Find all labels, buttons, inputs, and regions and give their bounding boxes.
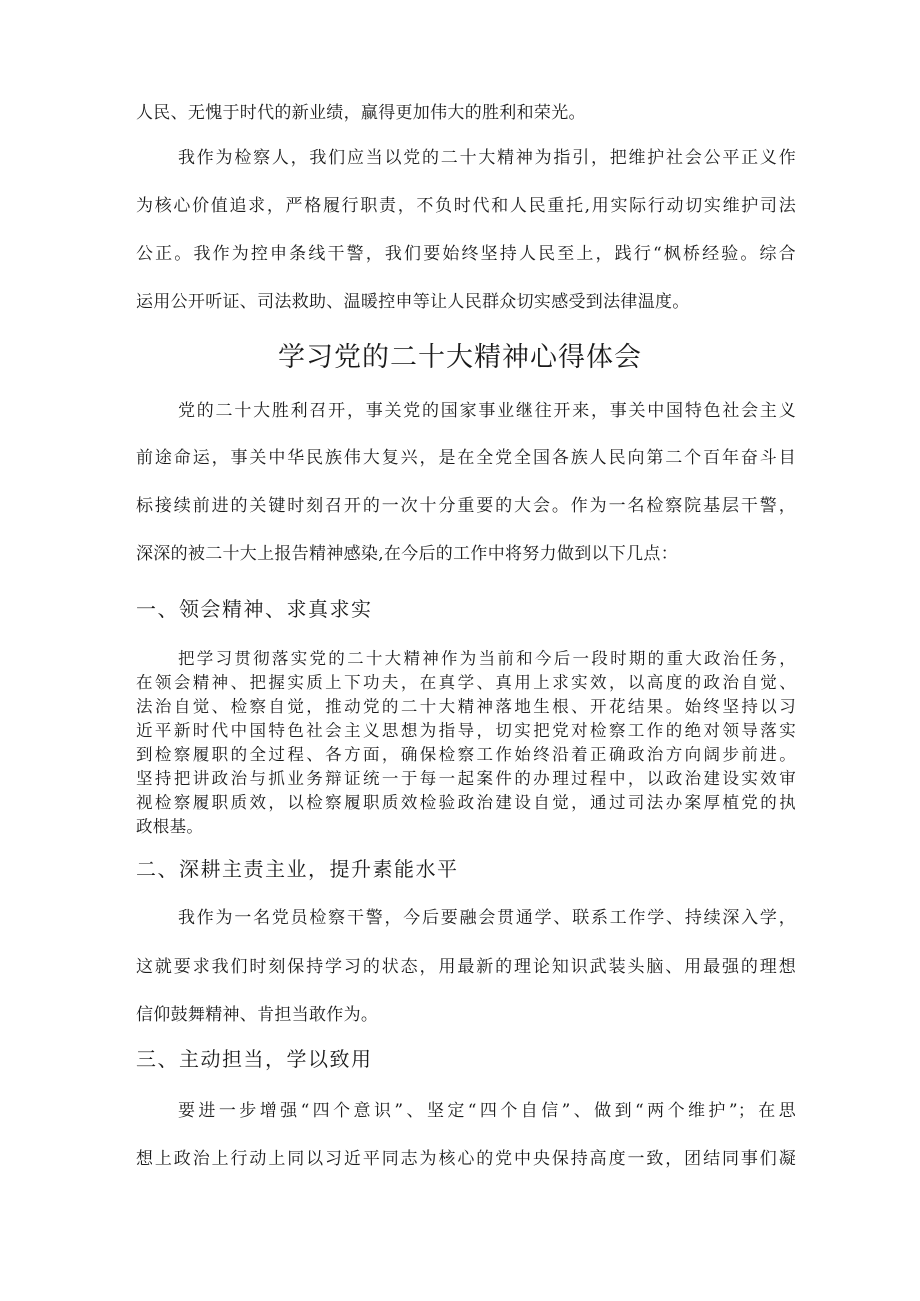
paragraph-line: 坚持把讲政治与抓业务辩证统一于每一起案件的办理过程中，以政治建设实效审: [136, 769, 796, 788]
paragraph-line: 法治自觉、检察自觉，推动党的二十大精神落地生根、开花结果。始终坚持以习: [136, 697, 796, 716]
paragraph-line: 视检察履职质效，以检察履职质效检验政治建设自觉，通过司法办案厚植党的执: [136, 793, 796, 812]
paragraph-line: 深深的被二十大上报告精神感染,在今后的工作中将努力做到以下几点：: [136, 544, 679, 564]
paragraph-line: 想上政治上行动上同以习近平同志为核心的党中央保持高度一致，团结同事们凝: [136, 1149, 796, 1169]
paragraph-line: 运用公开听证、司法救助、温暖控申等让人民群众切实感受到法律温度。: [136, 292, 690, 312]
paragraph-line: 要进一步增强“四个意识”、坚定“四个自信”、做到“两个维护”；在思: [178, 1101, 796, 1121]
paragraph-line: 前途命运，事关中华民族伟大复兴，是在全党全国各族人民向第二个百年奋斗目: [136, 448, 796, 468]
paragraph-line: 政根基。: [136, 817, 204, 836]
section-heading: 一、领会精神、求真求实: [136, 597, 373, 621]
paragraph-line: 这就要求我们时刻保持学习的状态，用最新的理论知识武装头脑、用最强的理想: [136, 957, 796, 977]
paragraph-line: 在领会精神、把握实质上下功夫，在真学、真用上求实效，以高度的政治自觉、: [136, 673, 796, 692]
paragraph-line: 我作为检察人，我们应当以党的二十大精神为指引，把维护社会公平正义作: [178, 148, 796, 168]
paragraph-line: 标接续前进的关键时刻召开的一次十分重要的大会。作为一名检察院基层干警，: [136, 496, 796, 516]
section-heading: 二、深耕主责主业，提升素能水平: [136, 857, 459, 881]
paragraph-line: 党的二十大胜利召开，事关党的国家事业继往开来，事关中国特色社会主义: [178, 401, 796, 421]
paragraph-line: 信仰鼓舞精神、肯担当敢作为。: [136, 1005, 379, 1025]
paragraph-line: 人民、无愧于时代的新业绩，赢得更加伟大的胜利和荣光。: [136, 103, 586, 123]
document-title: 学习党的二十大精神心得体会: [278, 342, 642, 373]
section-heading: 三、主动担当，学以致用: [136, 1047, 373, 1071]
paragraph-line: 公正。我作为控申条线干警，我们要始终坚持人民至上，践行“枫桥经验。综合: [136, 244, 796, 264]
paragraph-line: 我作为一名党员检察干警，今后要融会贯通学、联系工作学、持续深入学，: [178, 908, 796, 928]
paragraph-line: 把学习贯彻落实党的二十大精神作为当前和今后一段时期的重大政治任务，: [178, 649, 796, 668]
paragraph-line: 近平新时代中国特色社会主义思想为指导，切实把党对检察工作的绝对领导落实: [136, 721, 796, 740]
paragraph-line: 到检察履职的全过程、各方面，确保检察工作始终沿着正确政治方向阔步前进。: [136, 745, 796, 764]
paragraph-line: 为核心价值追求，严格履行职责，不负时代和人民重托,用实际行动切实维护司法: [136, 196, 796, 216]
